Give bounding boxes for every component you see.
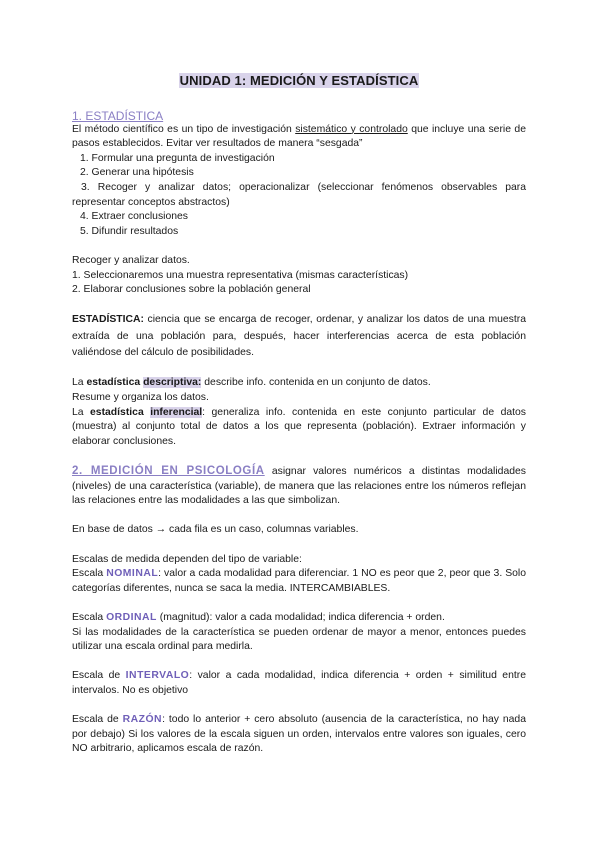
intervalo-pre: Escala de (72, 670, 126, 682)
intervalo-text: : valor a cada modalidad, indica diferencia + orden + similitud entre intervalos. No es objetivo (72, 670, 526, 696)
section2-intro (72, 464, 526, 509)
escala-intervalo (72, 669, 526, 698)
page-title-text: UNIDAD 1: MEDICIÓN Y ESTADÍSTICA (179, 73, 419, 88)
section1-heading: 1. ESTADÍSTICA (72, 108, 164, 123)
inferencial-highlight: inferencial (150, 406, 203, 418)
step-2: 2. Generar una hipótesis (80, 167, 194, 179)
section2-intro-text: asignar valores numéricos a distintas modalidades (niveles) de una característica (variable), de manera que las relaciones entre los números reflejan las relaciones entre las modalidades a las que simbolizan. (72, 465, 526, 507)
definition-term: ESTADÍSTICA: (72, 314, 144, 326)
escala-ordinal (72, 611, 526, 626)
intro-part-b: que incluye una serie de pasos establecidos. Evitar ver resultados de manera “sesgada” (72, 123, 526, 150)
escala-nominal (72, 567, 526, 596)
base-datos-line: En base de datos → cada fila es un caso, columnas variables. (72, 524, 359, 536)
estadistica-definition (72, 312, 526, 362)
escalas-intro: Escalas de medida dependen del tipo de variable: (72, 553, 302, 565)
intro-part-a: El método científico es un tipo de investigación (72, 123, 296, 135)
ordinal-keyword: ORDINAL (106, 611, 157, 623)
nominal-keyword: NOMINAL (106, 568, 159, 580)
page-title (72, 74, 526, 91)
ordinal-line2: Si las modalidades de la característica se pueden ordenar de mayor a menor, entonces puedes utilizar una escala ordinal para medirla. (72, 626, 526, 653)
escala-razon (72, 713, 526, 757)
intervalo-keyword: INTERVALO (125, 670, 190, 682)
razon-text: : todo lo anterior + cero absoluto (ausencia de la característica, no hay nada por debajo) Si los valores de la escala siguen un orden, intervalos entre valores son iguales, cero NO arbitrario, aplicamos escala de razón. (72, 714, 526, 755)
nominal-text: : valor a cada modalidad para diferenciar. 1 NO es peor que 2, peor que 3. Solo categorías diferentes, nunca se saca la media. INTERCAMBIABLES. (72, 568, 526, 594)
definition-text: ciencia que se encarga de recoger, ordenar, y analizar los datos de una muestra extraída de una población para, después, hacer interferencias acerca de esta población valiéndose del cálculo de posibilidades. (72, 314, 526, 359)
section1-intro (72, 123, 526, 152)
intro-underlined: sistemático y controlado (295, 123, 408, 135)
descriptiva-line2: Resume y organiza los datos. (72, 392, 209, 403)
ordinal-text: (magnitud): valor a cada modalidad; indica diferencia + orden. (156, 611, 445, 623)
inferencial-text: : generaliza info. contenida en este conjunto particular de datos (muestra) al conjunto total de datos a los que representa (población). Extraer información y elaborar conclusiones. (72, 406, 526, 447)
ordinal-pre: Escala (72, 611, 107, 623)
descriptiva-highlight: descriptiva: (143, 377, 202, 389)
nominal-pre: Escala (72, 568, 107, 580)
descriptiva-text: describe info. contenida en un conjunto de datos. (201, 377, 431, 389)
recoger-title: Recoger y analizar datos. (72, 254, 190, 266)
step-5: 5. Difundir resultados (80, 225, 179, 237)
step-1: 1. Formular una pregunta de investigación (80, 152, 275, 164)
step-3: 3. Recoger y analizar datos; operacionalizar (seleccionar fenómenos observables para representar conceptos abstractos) (72, 181, 526, 208)
descriptiva-bold: estadística (86, 377, 144, 389)
step-4: 4. Extraer conclusiones (80, 211, 189, 223)
document-page (72, 74, 526, 757)
section2-heading: 2. MEDICIÓN EN PSICOLOGÍA (72, 464, 265, 477)
descriptiva-line (72, 376, 526, 391)
descriptiva-pre: La (72, 377, 87, 389)
inferencial-paragraph (72, 406, 526, 450)
razon-pre: Escala de (72, 714, 123, 726)
inferencial-bold: estadística (90, 406, 151, 418)
inferencial-pre: La (72, 406, 91, 418)
razon-keyword: RAZÓN (122, 714, 163, 726)
recoger-item-2: 2. Elaborar conclusiones sobre la población general (72, 284, 311, 296)
recoger-item-1: 1. Seleccionaremos una muestra representativa (mismas características) (72, 269, 409, 281)
